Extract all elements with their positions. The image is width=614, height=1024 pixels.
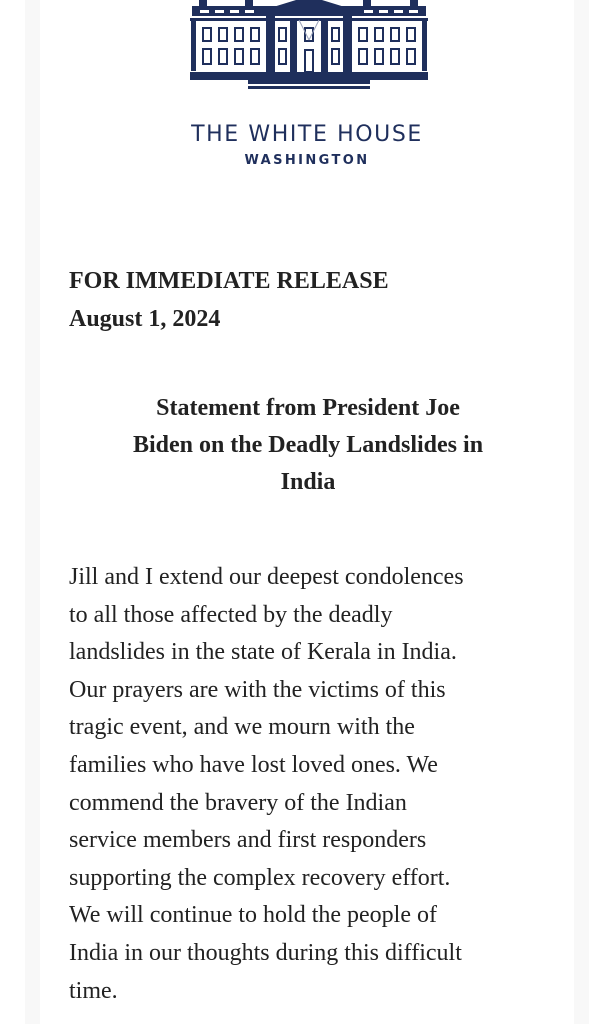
body-line: service members and first responders xyxy=(69,827,427,854)
white-house-title: THE WHITE HOUSE xyxy=(191,122,423,147)
white-house-building-icon xyxy=(188,0,430,90)
washington-subtitle: WASHINGTON xyxy=(244,153,370,168)
body-line: families who have lost loved ones. We xyxy=(69,751,438,778)
release-block xyxy=(69,262,389,338)
body-line: tragic event, and we mourn with the xyxy=(69,714,415,741)
body-line: supporting the complex recovery effort. xyxy=(69,864,451,891)
body-line: time. xyxy=(69,977,118,1004)
headline-line: India xyxy=(280,469,336,495)
headline-line: Biden on the Deadly Landslides in xyxy=(132,432,484,458)
statement-headline xyxy=(70,390,546,501)
body-line: commend the bravery of the Indian xyxy=(69,789,407,816)
release-date: August 1, 2024 xyxy=(69,306,221,332)
body-line: Our prayers are with the victims of this xyxy=(69,676,446,703)
body-line: India in our thoughts during this difficult xyxy=(69,939,462,966)
release-label: FOR IMMEDIATE RELEASE xyxy=(69,268,389,294)
body-line: landslides in the state of Kerala in India. xyxy=(69,639,457,666)
statement-body xyxy=(69,559,549,1010)
body-line: We will continue to hold the people of xyxy=(69,902,437,929)
body-line: to all those affected by the deadly xyxy=(69,601,393,628)
headline-line: Statement from President Joe xyxy=(156,395,460,421)
body-line: Jill and I extend our deepest condolences xyxy=(69,564,464,590)
